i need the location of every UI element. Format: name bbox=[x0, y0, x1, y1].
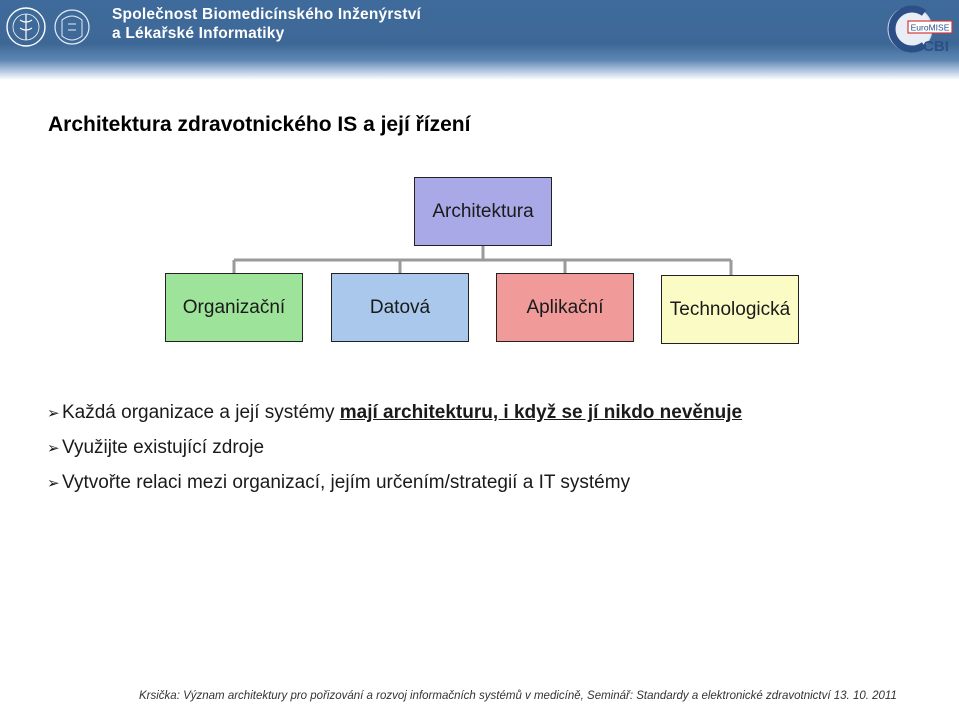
bullet-item bbox=[47, 402, 742, 424]
org-name-line-1: Společnost Biomedicínského Inženýrství bbox=[112, 6, 422, 23]
slide-title: Architektura zdravotnického IS a její řízení bbox=[48, 113, 471, 136]
arrow-bullet-icon: ➢ bbox=[47, 475, 60, 492]
technology-box: Technologická bbox=[661, 275, 799, 344]
organizational-box: Organizační bbox=[165, 273, 303, 342]
bullet-text: Každá organizace a její systémy bbox=[62, 402, 340, 423]
arrow-bullet-icon: ➢ bbox=[47, 405, 60, 422]
org-name-line-2: a Lékařské Informatiky bbox=[112, 25, 285, 42]
bullet-text: Využijte existující zdroje bbox=[62, 437, 265, 458]
application-box: Aplikační bbox=[496, 273, 634, 342]
data-box: Datová bbox=[331, 273, 469, 342]
bullet-emphasis: mají architekturu, i když se jí nikdo nevěnuje bbox=[339, 402, 743, 423]
arrow-bullet-icon: ➢ bbox=[47, 440, 60, 457]
euromise-cbi-logo-icon bbox=[884, 3, 956, 55]
cbi-letters: CBI bbox=[923, 38, 949, 55]
slide-footer: Krsička: Význam architektury pro pořizování a rozvoj informačních systémů v medicíně, Seminář: Standardy a elektronické zdravotnictví 13. 10. 2011 bbox=[139, 690, 897, 702]
header-banner bbox=[0, 0, 959, 80]
bullet-item bbox=[47, 437, 264, 459]
bullet-item bbox=[47, 472, 630, 494]
architecture-root-box: Architektura bbox=[414, 177, 552, 246]
euromise-badge-text: EuroMISE bbox=[910, 22, 950, 33]
bullet-text: Vytvořte relaci mezi organizací, jejím určením/strategií a IT systémy bbox=[62, 472, 631, 493]
society-logo-icon bbox=[6, 4, 98, 50]
